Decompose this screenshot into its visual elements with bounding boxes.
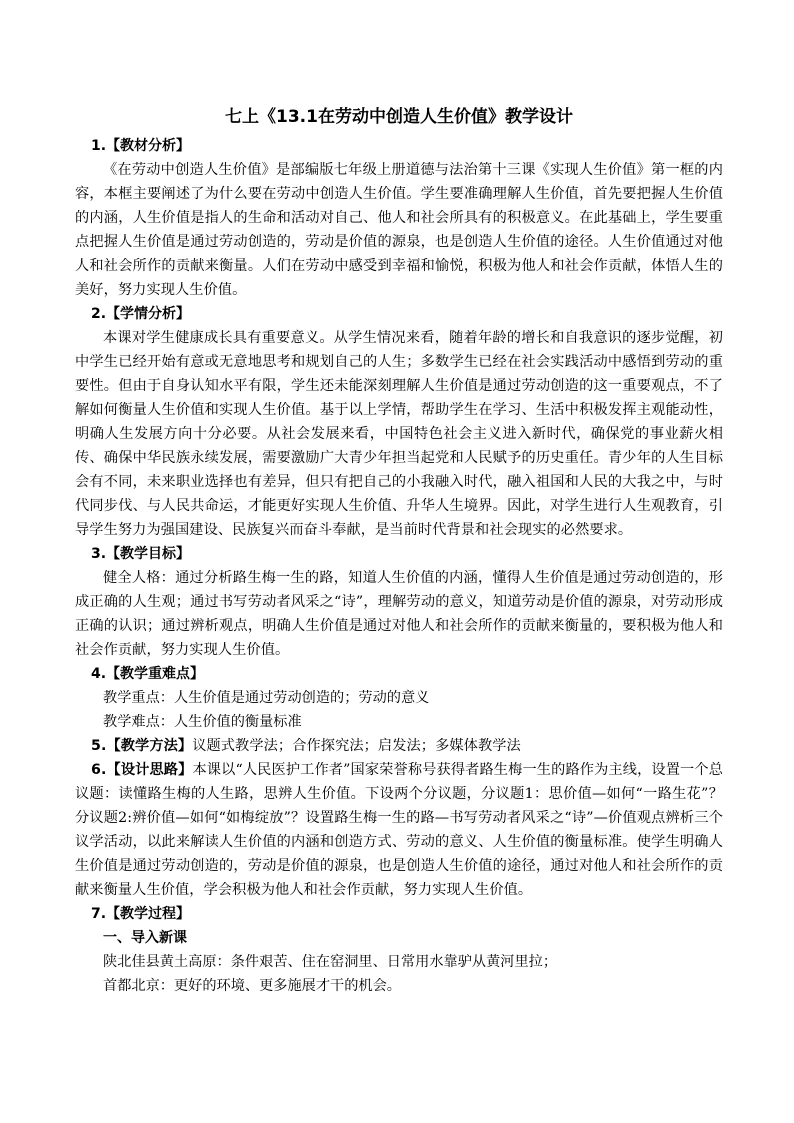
section-heading-teaching-process: 7.【教学过程】 [91, 906, 191, 922]
design-idea-paragraph [75, 758, 723, 902]
intro-line-shaanbei: 陕北佳县黄土高原：条件艰苦、住在窑洞里、日常用水靠驴从黄河里拉； [103, 954, 558, 970]
intro-line-beijing: 首都北京：更好的环境、更多施展才干的机会。 [103, 978, 401, 994]
paragraph-teaching-goals: 健全人格：通过分析路生梅一生的路，知道人生价值的内涵，懂得人生价值是通过劳动创造的，形成正确的人生观；通过书写劳动者风采之“诗”，理解劳动的意义，知道劳动是价值的源泉，对劳动形成正确的认识；通过辨析观点，明确人生价值是通过对他人和社会所作的贡献来衡量的，要积极为他人和社会作贡献，努力实现人生价值。 [75, 570, 723, 658]
teaching-methods-line [75, 734, 723, 758]
teaching-methods-text: 议题式教学法；合作探究法；启发法；多媒体教学法 [192, 738, 521, 754]
key-point-line: 教学重点：人生价值是通过劳动创造的；劳动的意义 [103, 690, 430, 706]
section-heading-teaching-methods: 5.【教学方法】 [91, 738, 193, 754]
paragraph-textbook-analysis: 《在劳动中创造人生价值》是部编版七年级上册道德与法治第十三课《实现人生价值》第一框的内容，本框主要阐述了为什么要在劳动中创造人生价值。学生要准确理解人生价值，首先要把握人生价值的内涵，人生价值是指人的生命和活动对自己、他人和社会所具有的积极意义。在此基础上，学生要重点把握人生价值是通过劳动创造的，劳动是价值的源泉，也是创造人生价值的途径。人生价值通过对他人和社会所作的贡献来衡量。人们在劳动中感受到幸福和愉悦，积极为他人和社会作贡献，体悟人生的美好，努力实现人生价值。 [75, 162, 723, 298]
design-idea-text: 本课以“人民医护工作者”国家荣誉称号获得者路生梅一生的路作为主线，设置一个总议题：读懂路生梅的人生路，思辨人生价值。下设两个分议题，分议题1：思价值—如何“一路生花”？分议题2:辨价值—如何“如梅绽放”？设置路生梅一生的路—书写劳动者风采之“诗”—价值观点辨析三个议学活动，以此来解读人生价值的内涵和创造方式、劳动的意义、人生价值的衡量标准。使学生明确人生价值是通过劳动创造的，劳动是价值的源泉，也是创造人生价值的途径，通过对他人和社会所作的贡献来衡量人生价值，学会积极为他人和社会作贡献，努力实现人生价值。 [75, 762, 723, 898]
document-title: 七上《13.1在劳动中创造人生价值》教学设计 [225, 107, 573, 127]
paragraph-student-analysis: 本课对学生健康成长具有重要意义。从学生情况来看，随着年龄的增长和自我意识的逐步觉醒，初中学生已经开始有意或无意地思考和规划自己的人生；多数学生已经在社会实践活动中感悟到劳动的重要性。但由于自身认知水平有限，学生还未能深刻理解人生价值是通过劳动创造的这一重要观点，不了解如何衡量人生价值和实现人生价值。基于以上学情，帮助学生在学习、生活中积极发挥主观能动性，明确人生发展方向十分必要。从社会发展来看，中国特色社会主义进入新时代，确保党的事业薪火相传、确保中华民族永续发展，需要激励广大青少年担当起党和人民赋予的历史重任。青少年的人生目标会有不同，未来职业选择也有差异，但只有把自己的小我融入时代，融入祖国和人民的大我之中，与时代同步伐、与人民共命运，才能更好实现人生价值、升华人生境界。因此，对学生进行人生观教育，引导学生努力为强国建设、民族复兴而奋斗奉献，是当前时代背景和社会现实的必然要求。 [75, 330, 723, 538]
section-heading-design-idea: 6.【设计思路】 [91, 762, 193, 778]
section-heading-student-analysis: 2.【学情分析】 [91, 306, 191, 322]
section-heading-key-points: 4.【教学重难点】 [91, 666, 205, 682]
document-page [75, 104, 723, 998]
difficult-point-line: 教学难点：人生价值的衡量标准 [103, 714, 302, 730]
section-heading-textbook-analysis: 1.【教材分析】 [91, 138, 191, 154]
section-heading-teaching-goals: 3.【教学目标】 [91, 546, 191, 562]
subheading-introduction: 一、导入新课 [103, 930, 187, 946]
